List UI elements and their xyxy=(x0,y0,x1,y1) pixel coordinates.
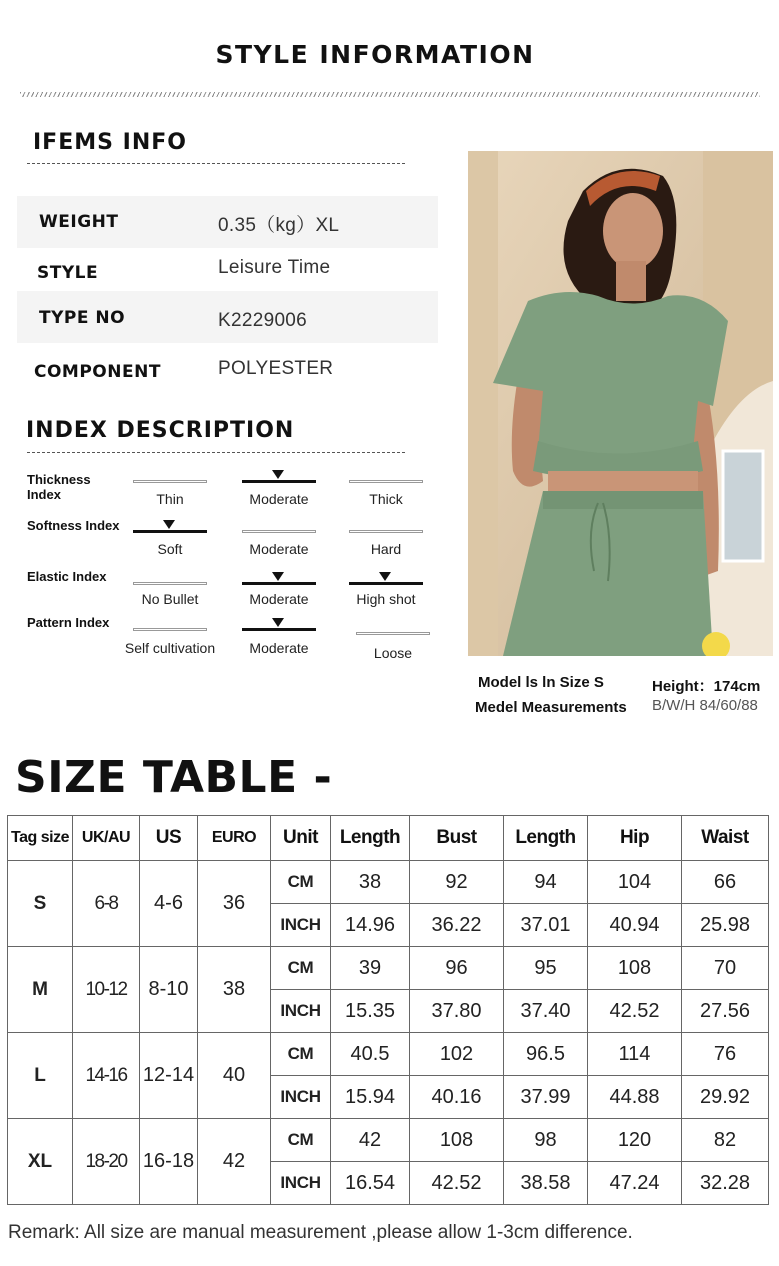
bust-cell: 102 xyxy=(410,1033,504,1076)
hip-cell: 120 xyxy=(588,1119,682,1162)
info-row-type-no xyxy=(17,291,438,343)
index-bar xyxy=(133,582,207,585)
length-cell: 37.99 xyxy=(504,1076,588,1119)
dashed-divider xyxy=(27,163,405,164)
index-option-selected xyxy=(133,520,213,560)
index-option xyxy=(349,520,429,560)
model-photo-illustration xyxy=(468,151,773,656)
header-length: Length xyxy=(331,816,410,861)
selected-marker-icon xyxy=(272,470,284,479)
index-option-label: No Bullet xyxy=(141,591,199,607)
hip-cell: 42.52 xyxy=(588,990,682,1033)
header-length-2: Length xyxy=(504,816,588,861)
length-cell: 38 xyxy=(331,861,410,904)
length-cell: 37.01 xyxy=(504,904,588,947)
euro-cell: 42 xyxy=(198,1119,271,1205)
selected-marker-icon xyxy=(379,572,391,581)
hip-cell: 44.88 xyxy=(588,1076,682,1119)
info-label: WEIGHT xyxy=(39,212,119,232)
header-waist: Waist xyxy=(682,816,769,861)
length-cell: 98 xyxy=(504,1119,588,1162)
length-cell: 95 xyxy=(504,947,588,990)
info-label: COMPONENT xyxy=(34,362,161,382)
selected-marker-icon xyxy=(272,572,284,581)
index-option-label: Moderate xyxy=(249,591,309,607)
page-title: STYLE INFORMATION xyxy=(215,40,535,69)
index-option xyxy=(133,572,213,612)
length-cell: 40.5 xyxy=(331,1033,410,1076)
hatched-divider xyxy=(20,92,760,97)
waist-cell: 32.28 xyxy=(682,1162,769,1205)
index-option-selected xyxy=(242,470,322,510)
index-bar xyxy=(242,582,316,585)
index-option-label: Soft xyxy=(157,541,183,557)
index-option-label: Self cultivation xyxy=(124,640,216,656)
header-us: US xyxy=(140,816,198,861)
index-option xyxy=(242,520,322,560)
index-option xyxy=(349,470,429,510)
length-cell: 38.58 xyxy=(504,1162,588,1205)
remark-text: Remark: All size are manual measurement ,please allow 1-3cm difference. xyxy=(8,1222,633,1243)
index-option xyxy=(356,622,436,662)
index-option-label: Hard xyxy=(370,541,402,557)
header-euro: EURO xyxy=(198,816,271,861)
unit-cell: INCH xyxy=(271,990,331,1033)
tag-size-cell: S xyxy=(8,861,73,947)
index-bar xyxy=(349,480,423,483)
tag-size-cell: L xyxy=(8,1033,73,1119)
length-cell: 37.40 xyxy=(504,990,588,1033)
waist-cell: 82 xyxy=(682,1119,769,1162)
index-label-pattern: Pattern Index xyxy=(27,615,110,630)
tag-size-cell: M xyxy=(8,947,73,1033)
model-measurements-value: B/W/H 84/60/88 xyxy=(652,697,758,714)
index-bar xyxy=(242,530,316,533)
index-description-title: INDEX DESCRIPTION xyxy=(26,418,295,443)
info-value: 0.35（kg）XL xyxy=(218,215,340,236)
table-row xyxy=(8,1033,769,1076)
length-cell: 96.5 xyxy=(504,1033,588,1076)
model-measurements-label: Medel Measurements xyxy=(475,699,627,716)
euro-cell: 36 xyxy=(198,861,271,947)
header-unit: Unit xyxy=(271,816,331,861)
unit-cell: INCH xyxy=(271,1162,331,1205)
header-tag-size: Tag size xyxy=(8,816,73,861)
waist-cell: 27.56 xyxy=(682,990,769,1033)
index-label-softness: Softness Index xyxy=(27,518,120,533)
hip-cell: 104 xyxy=(588,861,682,904)
uk-au-cell: 6-8 xyxy=(73,861,140,947)
header-hip: Hip xyxy=(588,816,682,861)
index-bar xyxy=(242,628,316,631)
index-bar xyxy=(133,530,207,533)
unit-cell: CM xyxy=(271,1119,331,1162)
us-cell: 8-10 xyxy=(140,947,198,1033)
table-row xyxy=(8,1119,769,1162)
bust-cell: 108 xyxy=(410,1119,504,1162)
length-cell: 16.54 xyxy=(331,1162,410,1205)
index-option-label: Moderate xyxy=(249,640,309,656)
header-uk-au: UK/AU xyxy=(73,816,140,861)
us-cell: 4-6 xyxy=(140,861,198,947)
selected-marker-icon xyxy=(272,618,284,627)
length-cell: 94 xyxy=(504,861,588,904)
euro-cell: 38 xyxy=(198,947,271,1033)
size-table xyxy=(7,815,769,1205)
hip-cell: 47.24 xyxy=(588,1162,682,1205)
size-table-title: SIZE TABLE - xyxy=(15,752,333,803)
index-option-label: Moderate xyxy=(249,491,309,507)
bust-cell: 92 xyxy=(410,861,504,904)
waist-cell: 29.92 xyxy=(682,1076,769,1119)
index-label-thickness: Thickness Index xyxy=(27,472,91,502)
table-row xyxy=(8,861,769,904)
size-table-header-row xyxy=(8,816,769,861)
index-option xyxy=(133,470,213,510)
model-height-text: Height：174cm xyxy=(652,678,761,695)
dashed-divider xyxy=(27,452,405,453)
waist-cell: 25.98 xyxy=(682,904,769,947)
index-bar xyxy=(356,632,430,635)
unit-cell: INCH xyxy=(271,1076,331,1119)
waist-cell: 76 xyxy=(682,1033,769,1076)
bust-cell: 36.22 xyxy=(410,904,504,947)
index-option-label: Loose xyxy=(373,645,413,661)
us-cell: 16-18 xyxy=(140,1119,198,1205)
uk-au-cell: 10-12 xyxy=(73,947,140,1033)
index-option xyxy=(124,618,216,658)
bust-cell: 37.80 xyxy=(410,990,504,1033)
index-label-elastic: Elastic Index xyxy=(27,569,107,584)
table-row xyxy=(8,947,769,990)
model-size-text: Model ls ln Size S xyxy=(478,674,604,691)
hip-cell: 114 xyxy=(588,1033,682,1076)
model-photo xyxy=(468,151,773,656)
index-option-label: Thin xyxy=(156,491,184,507)
waist-cell: 70 xyxy=(682,947,769,990)
length-cell: 39 xyxy=(331,947,410,990)
bust-cell: 42.52 xyxy=(410,1162,504,1205)
info-row-weight xyxy=(17,196,438,248)
index-option-label: High shot xyxy=(356,591,416,607)
index-bar xyxy=(349,582,423,585)
uk-au-cell: 14-16 xyxy=(73,1033,140,1119)
length-cell: 42 xyxy=(331,1119,410,1162)
index-option-selected xyxy=(349,572,429,612)
length-cell: 15.94 xyxy=(331,1076,410,1119)
index-bar xyxy=(242,480,316,483)
header-bust: Bust xyxy=(410,816,504,861)
unit-cell: CM xyxy=(271,861,331,904)
index-option-selected xyxy=(242,618,322,658)
us-cell: 12-14 xyxy=(140,1033,198,1119)
length-cell: 14.96 xyxy=(331,904,410,947)
waist-cell: 66 xyxy=(682,861,769,904)
bust-cell: 96 xyxy=(410,947,504,990)
length-cell: 15.35 xyxy=(331,990,410,1033)
tag-size-cell: XL xyxy=(8,1119,73,1205)
index-bar xyxy=(349,530,423,533)
euro-cell: 40 xyxy=(198,1033,271,1119)
hip-cell: 108 xyxy=(588,947,682,990)
info-label: TYPE NO xyxy=(39,308,126,328)
info-row-component xyxy=(17,343,438,395)
unit-cell: CM xyxy=(271,947,331,990)
items-info-title: IFEMS INFO xyxy=(33,130,187,155)
hip-cell: 40.94 xyxy=(588,904,682,947)
index-option-label: Moderate xyxy=(249,541,309,557)
index-option-selected xyxy=(242,572,322,612)
index-bar xyxy=(133,480,207,483)
info-value: Leisure Time xyxy=(218,257,331,278)
info-value: K2229006 xyxy=(218,310,308,331)
info-value: POLYESTER xyxy=(218,358,334,379)
unit-cell: INCH xyxy=(271,904,331,947)
index-bar xyxy=(133,628,207,631)
info-label: STYLE xyxy=(37,263,99,283)
index-option-label: Thick xyxy=(369,491,403,507)
uk-au-cell: 18-20 xyxy=(73,1119,140,1205)
selected-marker-icon xyxy=(163,520,175,529)
bust-cell: 40.16 xyxy=(410,1076,504,1119)
unit-cell: CM xyxy=(271,1033,331,1076)
